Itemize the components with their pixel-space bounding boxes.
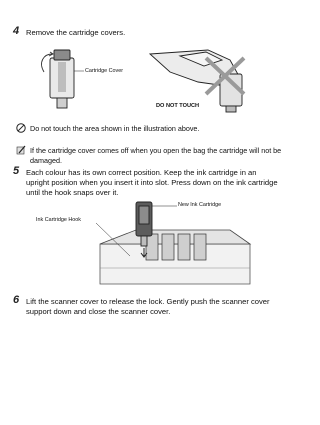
cartridge-cover-note bbox=[30, 146, 284, 165]
cartridge-install-drawing bbox=[40, 198, 260, 290]
do-not-touch-note bbox=[30, 124, 284, 134]
step-text: Each colour has its own correct position. Keep the ink cartridge in an upright position when you insert it into slot. Press down on the ink cartridge until the hook snaps over it. bbox=[26, 168, 278, 197]
step-number: 5 bbox=[13, 165, 20, 177]
step-4 bbox=[13, 25, 280, 38]
cartridge-cover-drawing bbox=[30, 42, 270, 114]
ink-cartridge-hook-label: Ink Cartridge Hook bbox=[36, 217, 81, 223]
note-text: Do not touch the area shown in the illustration above. bbox=[30, 124, 200, 133]
note-text: If the cartridge cover comes off when you open the bag the cartridge will not be damaged. bbox=[30, 146, 282, 165]
cartridge-cover-illustration bbox=[30, 42, 270, 114]
no-entry-icon bbox=[16, 123, 26, 133]
step-text: Remove the cartridge covers. bbox=[26, 28, 126, 37]
new-ink-cartridge-label: New Ink Cartridge bbox=[178, 202, 222, 208]
pencil-note-icon bbox=[16, 145, 26, 155]
step-6 bbox=[13, 294, 280, 317]
step-number: 4 bbox=[13, 25, 20, 37]
cartridge-install-illustration bbox=[36, 198, 260, 290]
step-number: 6 bbox=[13, 294, 20, 306]
do-not-touch-label: DO NOT TOUCH bbox=[156, 103, 200, 109]
step-text: Lift the scanner cover to release the lock. Gently push the scanner cover support down and close the scanner cover. bbox=[26, 297, 270, 316]
cartridge-cover-label: Cartridge Cover bbox=[85, 68, 124, 74]
step-5 bbox=[13, 165, 280, 198]
